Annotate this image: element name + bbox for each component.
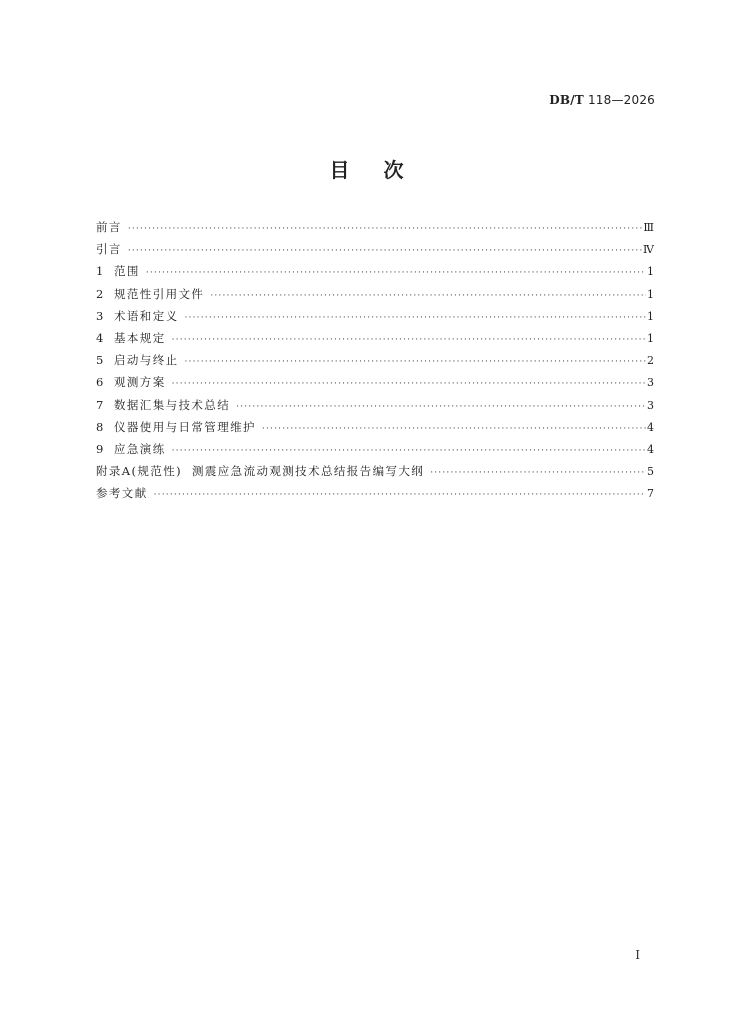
toc-entry-label [96, 371, 172, 393]
toc-entry-number: 1 [96, 264, 104, 279]
toc-leader-dots [128, 240, 642, 262]
toc-entry-page: 3 [647, 398, 654, 412]
toc-entry-title: 仪器使用与日常管理维护 [114, 419, 256, 434]
toc-entry-data-collection[interactable] [96, 394, 654, 416]
toc-entry-page: 5 [647, 465, 654, 479]
toc-entry-bibliography[interactable] [96, 482, 654, 504]
document-code-prefix: DB/T [549, 93, 584, 107]
toc-entry-instrument-maintenance[interactable] [96, 416, 654, 438]
toc-entry-title: 范围 [114, 264, 140, 279]
toc-entry-observation-plan[interactable] [96, 371, 654, 393]
toc-entry-number: 2 [96, 286, 104, 301]
toc-entry-page: 3 [647, 376, 654, 390]
toc-entry-number: 5 [96, 353, 104, 368]
toc-entry-page: 1 [647, 287, 654, 301]
toc-entry-number: 3 [96, 308, 104, 323]
toc-entry-terms[interactable] [96, 305, 654, 327]
toc-entry-page: 1 [647, 331, 654, 345]
toc-entry-scope[interactable] [96, 260, 654, 282]
toc-entry-title: 启动与终止 [114, 353, 179, 368]
toc-entry-introduction[interactable] [96, 238, 654, 260]
toc-entry-title: 数据汇集与技术总结 [114, 397, 231, 412]
toc-entry-label [96, 283, 210, 305]
toc-entry-title: 参考文献 [96, 486, 148, 501]
toc-entry-label [96, 216, 128, 238]
toc-entry-number: 6 [96, 375, 104, 390]
toc-entry-foreword[interactable] [96, 216, 654, 238]
toc-leader-dots [430, 462, 646, 484]
toc-entry-normative-references[interactable] [96, 283, 654, 305]
toc-entry-page: 7 [647, 487, 654, 501]
toc-entry-label [96, 305, 185, 327]
toc-entry-page: 1 [647, 265, 654, 279]
toc-entry-number: 8 [96, 419, 104, 434]
toc-entry-number: 7 [96, 397, 104, 412]
toc-entry-page: 4 [647, 442, 654, 456]
toc-entry-title: 观测方案 [114, 375, 166, 390]
toc-leader-dots [146, 262, 646, 284]
toc-leader-dots [172, 440, 646, 462]
toc-entry-label [96, 416, 262, 438]
toc-leader-dots [154, 484, 646, 506]
toc-entry-title: 测震应急流动观测技术总结报告编写大纲 [191, 464, 425, 479]
toc-entry-page: Ⅳ [643, 243, 654, 257]
toc-entry-emergency-drill[interactable] [96, 438, 654, 460]
toc-entry-number: 4 [96, 330, 104, 345]
toc-entry-appendix-a[interactable] [96, 460, 654, 482]
toc-entry-page: 4 [647, 420, 654, 434]
toc-leader-dots [172, 373, 646, 395]
toc-leader-dots [210, 285, 646, 307]
toc-entry-title: 应急演练 [114, 441, 166, 456]
toc-entry-number: 9 [96, 441, 104, 456]
page-number: Ⅰ [635, 948, 640, 962]
toc-entry-label [96, 482, 154, 504]
toc-entry-title: 基本规定 [114, 330, 166, 345]
toc-leader-dots [185, 351, 647, 373]
toc-entry-start-and-end[interactable] [96, 349, 654, 371]
toc-entry-title: 前言 [96, 220, 122, 234]
toc-leader-dots [128, 218, 643, 240]
document-code [549, 93, 655, 107]
toc-entry-title: 引言 [96, 242, 122, 257]
toc-entry-label [96, 327, 172, 349]
toc-entry-basic-provisions[interactable] [96, 327, 654, 349]
toc-entry-label [96, 349, 185, 371]
toc-entry-page: 1 [647, 309, 654, 323]
toc-entry-page: Ⅲ [643, 221, 654, 234]
toc-entry-label [96, 260, 146, 282]
document-code-number: 118—2026 [587, 93, 655, 107]
toc-entry-label [96, 438, 172, 460]
toc-leader-dots [185, 307, 647, 329]
toc-leader-dots [172, 329, 646, 351]
toc-entry-page: 2 [647, 354, 654, 368]
toc-leader-dots [262, 418, 646, 440]
toc-entry-label [96, 460, 430, 482]
toc-entry-label [96, 394, 236, 416]
toc-entry-number: 附录A(规范性) [96, 464, 182, 479]
toc-entry-label [96, 238, 128, 260]
table-of-contents [96, 216, 654, 504]
toc-leader-dots [236, 396, 646, 418]
toc-title: 目次 [329, 158, 438, 182]
toc-entry-title: 规范性引用文件 [114, 286, 205, 301]
toc-entry-title: 术语和定义 [114, 308, 179, 323]
